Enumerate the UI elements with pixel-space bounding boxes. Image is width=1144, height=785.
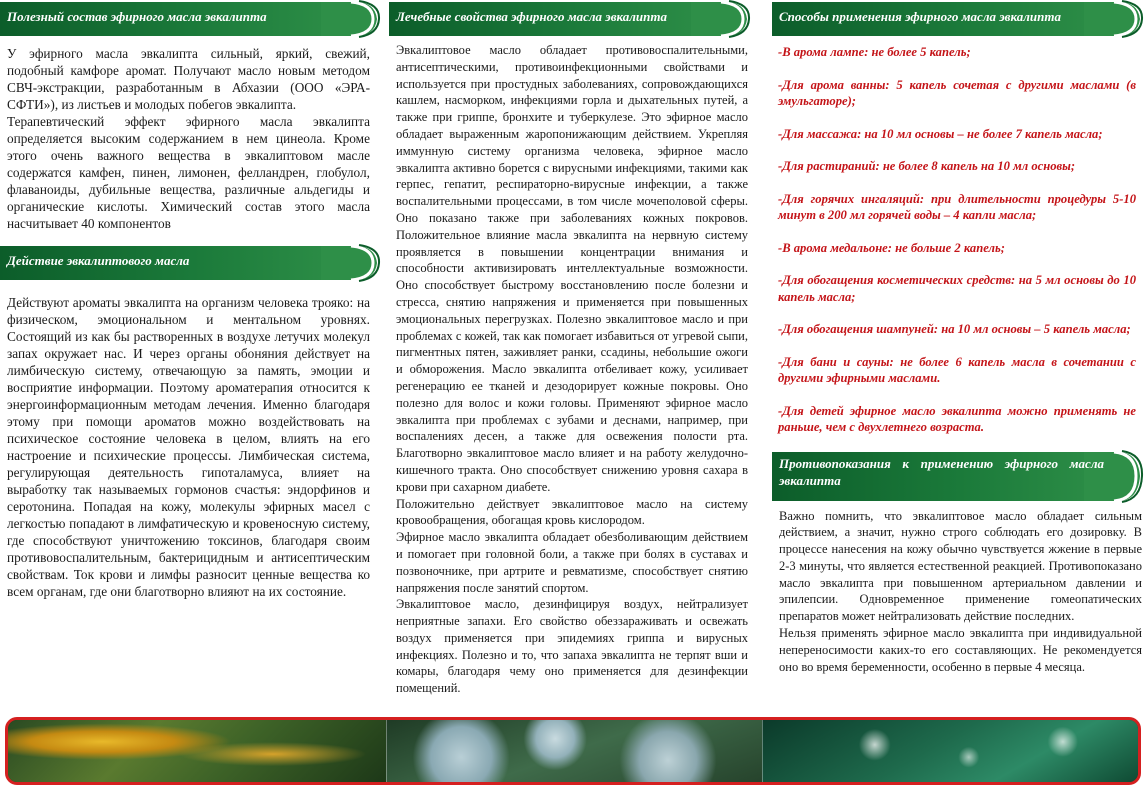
usage-method-item: -Для растираний: не более 8 капель на 10 мл основы; xyxy=(778,159,1076,173)
usage-method-item: -Для массажа: на 10 мл основы – не более 7 капель масла; xyxy=(778,126,1103,141)
usage-method-item: -В арома лампе: не более 5 капель; xyxy=(778,45,971,59)
column-healing-properties xyxy=(389,0,751,697)
paragraph: Эфирное масло эвкалипта обладает обезболивающим действием и помогает при головной боли, а также при болях в суставах и позвоночнике, при артрите и ревматизме, способствует снятию напряжения после занятий спортом. xyxy=(396,530,748,595)
column-composition xyxy=(0,0,381,600)
eucalyptus-flowers-image xyxy=(8,720,386,782)
usage-method-item: -В арома медальоне: не больше 2 капель; xyxy=(778,240,1005,255)
section-title: Лечебные свойства эфирного масла эвкалипта xyxy=(396,9,668,24)
eucalyptus-leaves-image xyxy=(386,720,762,782)
section-banner-contraindications xyxy=(772,450,1144,503)
column-usage xyxy=(772,0,1144,675)
dew-leaf-image xyxy=(762,720,1138,782)
usage-method-item: -Для арома ванны: 5 капель сочетая с другими маслами (в эмульгаторе); xyxy=(778,77,1136,108)
paragraph: У эфирного масла эвкалипта сильный, яркий, свежий, подобный камфоре аромат. Получают масло новым методом СВЧ-экстракции, разработанным в Абхазии (ООО «ЭРА-СФТИ»), из листьев и молодых побегов эвкалипта. xyxy=(7,46,370,112)
paragraph: Эвкалиптовое масло, дезинфицируя воздух, нейтрализует неприятные запахи. Его свойство обеззараживать и освежать воздух применяется при эпидемиях гриппа и вирусных инфекциях. Полезно и то, что запаха эвкалипта не терпят вши и комары, благодаря чему оно применяется для дезинфекции помещений. xyxy=(396,597,748,696)
section-title: Действие эвкалиптового масла xyxy=(7,253,190,268)
usage-method-item: -Для бани и сауны: не более 6 капель масла в сочетании с другими эфирными маслами. xyxy=(778,354,1136,385)
section-title: Способы применения эфирного масла эвкалипта xyxy=(779,9,1061,24)
usage-method-item: -Для обогащения косметических средств: на 5 мл основы до 10 капель масла; xyxy=(778,273,1136,304)
usage-method-item: -Для горячих ингаляций: при длительности процедуры 5-10 минут в 200 мл горячей воды – 4 капли масла; xyxy=(778,191,1136,222)
paragraph: Терапевтический эффект эфирного масла эвкалипта определяется высоким содержанием в нем цинеола. Кроме этого очень важного вещества в эвкалиптовом масле содержатся камфен, пинен, лимонен, фелландрен, глобулол, флаваноиды, дубильные вещества, различные альдегиды и органические кислоты. Химический состав этого масла насчитывает 40 компонентов xyxy=(7,114,370,231)
paragraph: Важно помнить, что эвкалиптовое масло обладает сильным действием, а значит, нужно строго соблюдать его дозировку. В процессе нанесения на кожу обычно чувствуется жжение в первые 2-3 минуты, что является естественной реакцией. Противопоказано масло эвкалипта при повышенном артериальном давлении и эпилепсии. Одновременное применение гомеопатических препаратов может нейтрализовать действие последних. xyxy=(779,508,1142,624)
section-banner-action xyxy=(0,244,381,282)
paragraph: Эвкалиптовое масло обладает противовоспалительными, антисептическими, противоинфекционными свойствами и используется при простудных заболеваниях, сопровождающихся кашлем, насморком, инфекциями горла и дыхательных путей, а также при гриппе, бронхите и туберкулезе. Это эфирное масло обладает выраженным жаропонижающим действием. Укрепляя иммунную систему организма человека, эфирное масло эвкалипта активно борется с вирусными инфекциями, такими как герпес, гепатит, респираторно-вирусные инфекции, а также воспалительными процессами, в том числе мочеполовой сферы. Оно показано также при заболеваниях кожных покровов. Положительное влияние масла эвкалипта на нервную систему проявляется в повышении концентрации внимания и способности активизировать интеллектуальные возможности. Оно способствует быстрому восстановлению после болезни и стресса, снятию напряжения и применяется при повышенных эмоциональных перегрузках. Полезно эвкалиптовое масло и при проблемах с кожей, так как помогает избавиться от угревой сыпи, пигментных пятен, заживляет ранки, ссадины, небольшие ожоги и обморожения. Масло эвкалипта отбеливает кожу, усиливает регенерацию ее тканей и дезодорирует кожные покровы. Оно полезно для волос и кожи головы. Применяют эфирное масло эвкалипта при проблемах с зубами и деснами, например, при воспалениях десен, а также для освежения полости рта. Благотворно эвкалиптовое масло влияет и на работу желудочно-кишечного тракта. Оно способствует снижению уровня сахара в крови при сахарном диабете. xyxy=(396,43,748,494)
section-title: Полезный состав эфирного масла эвкалипта xyxy=(7,9,267,24)
section-banner-composition xyxy=(0,0,381,38)
paragraph: Положительно действует эвкалиптовое масло на систему кровообращения, обогащая кровь кислородом. xyxy=(396,496,748,528)
section-banner-healing xyxy=(389,0,751,38)
eucalyptus-photo-strip xyxy=(5,717,1141,785)
paragraph: Действуют ароматы эвкалипта на организм человека трояко: на физическом, эмоциональном и ментальном уровнях. Состоящий из как бы растворенных в воздухе летучих молекул запах окружает нас. И через органы обоняния действует на лимбическую систему, отвечающую за память, эмоции и восприятие информации. Поэтому ароматерапия относится к энергоинформационным методам лечения. Именно благодаря этому при помощи ароматов можно воздействовать на психическое состояние человека в целом, влиять на его настроение и психические процессы. Лимбическая система, регулирующая деятельность гипоталамуса, влияет на выработку так называемых гормонов счастья: эндорфинов и серотонина. Попадая на кожу, молекулы эфирных масел с легкостью попадают в лимфатическую и кровеносную систему, где способствуют уничтожению токсинов, благодаря своим противовоспалительным, бактерицидным и антисептическим свойствам. Ток крови и лимфы разносит ценные вещества ко всем органам, где они благотворно влияют на их состояние. xyxy=(7,295,370,599)
paragraph: Нельзя применять эфирное масло эвкалипта при индивидуальной непереносимости каких-то его составляющих. Не рекомендуется оно во время беременности, особенно в первые 4 месяца. xyxy=(779,626,1142,674)
usage-method-item: -Для обогащения шампуней: на 10 мл основы – 5 капель масла; xyxy=(778,322,1131,336)
section-banner-methods xyxy=(772,0,1144,38)
section-title: Противопоказания к применению эфирного масла эвкалипта xyxy=(779,455,1104,488)
usage-methods-list xyxy=(772,44,1144,436)
usage-method-item: -Для детей эфирное масло эвкалипта можно применять не раньше, чем с двухлетнего возраста. xyxy=(778,403,1136,434)
